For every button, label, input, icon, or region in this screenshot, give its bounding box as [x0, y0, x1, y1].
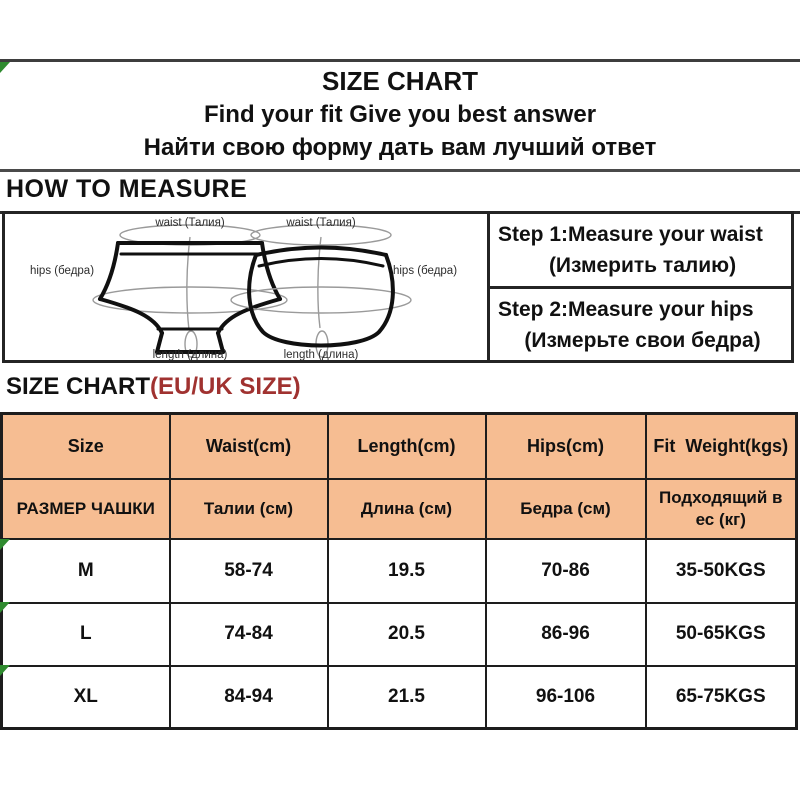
col-header-hips-ru: Бедра (см)	[486, 479, 646, 539]
step-1-english: Step 1:Measure your waist	[498, 223, 763, 246]
measure-diagrams	[5, 214, 487, 360]
cell-hips: 86-96	[486, 603, 646, 666]
subtitle-russian: Найти свою форму дать вам лучший ответ	[143, 134, 657, 161]
top-divider	[0, 59, 800, 62]
table-header-row-ru	[2, 479, 797, 539]
cell-hips: 70-86	[486, 539, 646, 603]
measure-section	[2, 211, 794, 363]
length-label-back: length (длина)	[283, 349, 359, 360]
cell-weight: 65-75KGS	[646, 666, 797, 729]
title-divider	[0, 169, 800, 172]
page-title: SIZE CHART	[322, 66, 478, 96]
cell-waist: 74-84	[170, 603, 328, 666]
measure-steps	[487, 214, 791, 360]
step-1-russian: (Измерить талию)	[548, 254, 737, 277]
col-header-length: Length(cm)	[328, 414, 486, 479]
table-header-row-en	[2, 414, 797, 479]
size-table	[0, 412, 798, 730]
measure-step-1	[490, 214, 791, 289]
measure-step-2	[490, 289, 791, 361]
col-header-size: Size	[2, 414, 170, 479]
cell-size: M	[2, 539, 170, 603]
hips-label-back: hips (бедра)	[392, 265, 458, 277]
subtitle-english: Find your fit Give you best answer	[203, 101, 597, 128]
size-chart-heading	[6, 373, 301, 401]
cell-length: 19.5	[328, 539, 486, 603]
table-row-m	[2, 539, 797, 603]
col-header-size-ru: РАЗМЕР ЧАШКИ	[2, 479, 170, 539]
step-2-english: Step 2:Measure your hips	[498, 297, 754, 321]
cell-weight: 35-50KGS	[646, 539, 797, 603]
cell-weight: 50-65KGS	[646, 603, 797, 666]
col-header-hips: Hips(cm)	[486, 414, 646, 479]
hips-label-front: hips (бедра)	[29, 265, 95, 277]
cell-hips: 96-106	[486, 666, 646, 729]
col-header-waist: Waist(cm)	[170, 414, 328, 479]
waist-label-back: waist (Талия)	[286, 217, 356, 229]
intro-title-block	[0, 64, 800, 164]
length-label-front: length (длина)	[152, 349, 228, 360]
how-to-measure-heading: HOW TO MEASURE	[6, 175, 248, 203]
step-2-russian: (Измерьте свои бедра)	[524, 328, 761, 352]
cell-size: XL	[2, 666, 170, 729]
table-row-xl	[2, 666, 797, 729]
cell-length: 20.5	[328, 603, 486, 666]
cell-size: L	[2, 603, 170, 666]
col-header-waist-ru: Талии (см)	[170, 479, 328, 539]
cell-length: 21.5	[328, 666, 486, 729]
col-header-weight: Fit Weight(kgs)	[646, 414, 797, 479]
table-row-l	[2, 603, 797, 666]
size-chart-heading-black: SIZE CHART	[6, 373, 150, 400]
cell-waist: 84-94	[170, 666, 328, 729]
col-header-weight-ru: Подходящий в ес (кг)	[646, 479, 797, 539]
cell-waist: 58-74	[170, 539, 328, 603]
waist-label-front: waist (Талия)	[155, 217, 225, 229]
size-chart-heading-red: (EU/UK SIZE)	[150, 373, 301, 400]
briefs-measure-diagram	[5, 214, 487, 360]
col-header-length-ru: Длина (см)	[328, 479, 486, 539]
